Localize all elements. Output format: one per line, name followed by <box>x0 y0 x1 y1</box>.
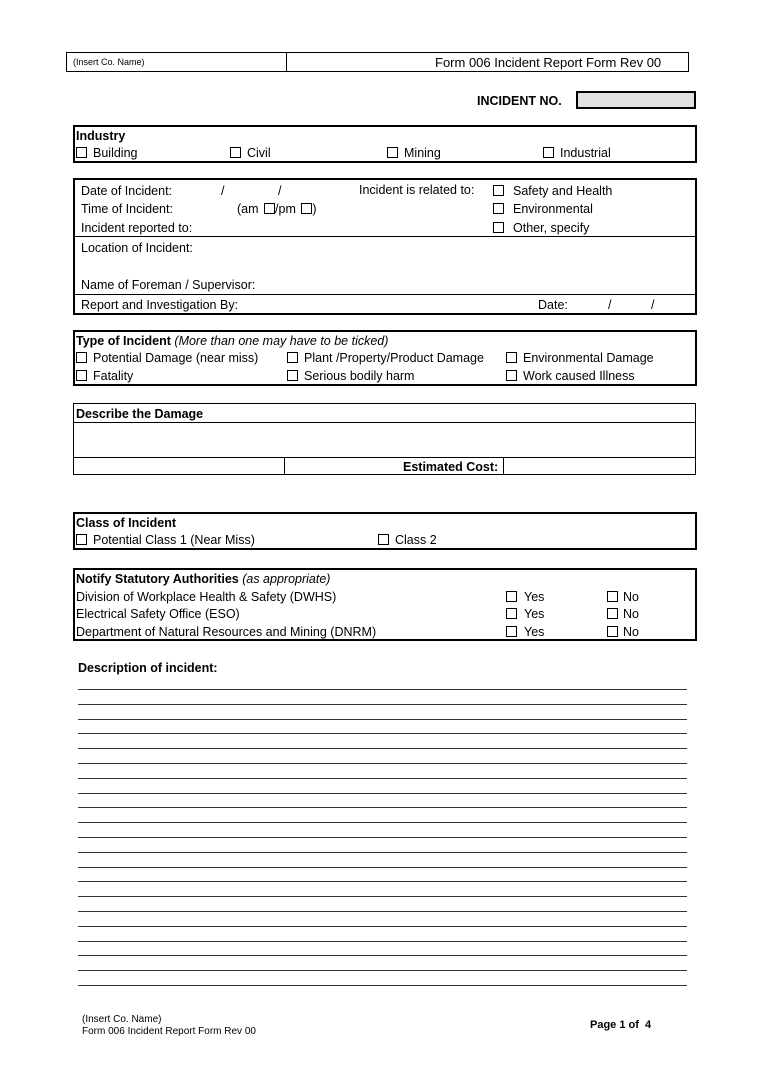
checkbox-icon[interactable] <box>506 370 517 381</box>
incident-no-field[interactable] <box>576 91 696 109</box>
description-line[interactable] <box>78 941 687 942</box>
description-line[interactable] <box>78 911 687 912</box>
notify-dwhs-no[interactable]: No <box>607 590 639 604</box>
industry-option-industrial[interactable]: Industrial <box>543 146 611 160</box>
description-line[interactable] <box>78 985 687 986</box>
type-of-incident-note: (More than one may have to be ticked) <box>174 334 389 348</box>
pm-label: /pm <box>275 202 296 216</box>
date-separator: / <box>278 184 282 198</box>
description-line[interactable] <box>78 926 687 927</box>
related-option-safety-health[interactable]: Safety and Health <box>493 184 612 198</box>
details-divider-1 <box>74 236 696 237</box>
foreman-supervisor-label: Name of Foreman / Supervisor: <box>81 278 256 292</box>
notify-authorities-note: (as appropriate) <box>242 572 331 586</box>
checkbox-icon[interactable] <box>287 370 298 381</box>
type-option-potential-damage[interactable]: Potential Damage (near miss) <box>76 351 258 365</box>
class-option-potential-class-1[interactable]: Potential Class 1 (Near Miss) <box>76 533 255 547</box>
checkbox-icon[interactable] <box>76 534 87 545</box>
estimated-cost-label: Estimated Cost: <box>403 460 499 474</box>
notify-row-dwhs-label: Division of Workplace Health & Safety (DWHS) <box>76 590 337 604</box>
details-divider-2 <box>74 294 696 295</box>
checkbox-icon[interactable] <box>287 352 298 363</box>
header-form-title: Form 006 Incident Report Form Rev 00 <box>435 55 662 70</box>
checkbox-icon[interactable] <box>76 147 87 158</box>
type-option-environmental-damage[interactable]: Environmental Damage <box>506 351 654 365</box>
description-line[interactable] <box>78 955 687 956</box>
date-separator: / <box>221 184 225 198</box>
notify-row-eso-label: Electrical Safety Office (ESO) <box>76 607 240 621</box>
related-option-environmental[interactable]: Environmental <box>493 202 593 216</box>
checkbox-icon[interactable] <box>506 352 517 363</box>
type-option-fatality[interactable]: Fatality <box>76 369 133 383</box>
checkbox-icon[interactable] <box>543 147 554 158</box>
time-of-incident-label: Time of Incident: <box>81 202 173 216</box>
date-separator: / <box>608 298 612 312</box>
report-date-label: Date: <box>538 298 568 312</box>
notify-dnrm-no[interactable]: No <box>607 625 639 639</box>
industry-option-civil[interactable]: Civil <box>230 146 271 160</box>
checkbox-icon[interactable] <box>607 608 618 619</box>
industry-option-mining[interactable]: Mining <box>387 146 441 160</box>
description-line[interactable] <box>78 704 687 705</box>
description-line[interactable] <box>78 763 687 764</box>
am-label: (am <box>237 202 259 216</box>
checkbox-icon[interactable] <box>230 147 241 158</box>
footer-company-placeholder: (Insert Co. Name) <box>82 1014 162 1025</box>
location-of-incident-label: Location of Incident: <box>81 241 193 255</box>
description-line[interactable] <box>78 733 687 734</box>
estimated-cost-field[interactable] <box>504 458 695 474</box>
description-line[interactable] <box>78 822 687 823</box>
class-of-incident-heading: Class of Incident <box>76 516 177 530</box>
checkbox-icon[interactable] <box>607 591 618 602</box>
description-line[interactable] <box>78 837 687 838</box>
notify-eso-yes[interactable]: Yes <box>506 607 544 621</box>
notify-authorities-heading: Notify Statutory Authorities (as appropriate) <box>76 572 331 586</box>
date-separator: / <box>651 298 655 312</box>
damage-heading: Describe the Damage <box>76 407 204 421</box>
description-line[interactable] <box>78 748 687 749</box>
am-checkbox[interactable] <box>264 203 275 214</box>
checkbox-icon[interactable] <box>493 203 504 214</box>
description-line[interactable] <box>78 867 687 868</box>
checkbox-icon[interactable] <box>493 222 504 233</box>
checkbox-icon[interactable] <box>506 608 517 619</box>
checkbox-icon[interactable] <box>76 352 87 363</box>
notify-dnrm-yes[interactable]: Yes <box>506 625 544 639</box>
header-company-placeholder: (Insert Co. Name) <box>73 57 145 67</box>
checkbox-icon[interactable] <box>506 626 517 637</box>
pm-checkbox[interactable] <box>301 203 312 214</box>
incident-no-label: INCIDENT NO. <box>477 94 562 108</box>
incident-related-to-label: Incident is related to: <box>359 183 475 197</box>
industry-heading: Industry <box>76 129 126 143</box>
checkbox-icon[interactable] <box>506 591 517 602</box>
related-option-other[interactable]: Other, specify <box>493 221 589 235</box>
description-line[interactable] <box>78 689 687 690</box>
description-line[interactable] <box>78 896 687 897</box>
header-divider <box>286 52 287 72</box>
type-option-plant-damage[interactable]: Plant /Property/Product Damage <box>287 351 484 365</box>
description-line[interactable] <box>78 807 687 808</box>
type-option-serious-bodily-harm[interactable]: Serious bodily harm <box>287 369 414 383</box>
description-line[interactable] <box>78 778 687 779</box>
am-pm-selector: (am /pm ) <box>237 202 317 216</box>
class-option-class-2[interactable]: Class 2 <box>378 533 437 547</box>
date-of-incident-label: Date of Incident: <box>81 184 173 198</box>
description-heading: Description of incident: <box>78 661 218 675</box>
notify-dwhs-yes[interactable]: Yes <box>506 590 544 604</box>
checkbox-icon[interactable] <box>378 534 389 545</box>
checkbox-icon[interactable] <box>607 626 618 637</box>
page-number: Page 1 of 4 <box>590 1019 652 1031</box>
incident-reported-to-label: Incident reported to: <box>81 221 193 235</box>
damage-description-field[interactable] <box>74 423 695 457</box>
checkbox-icon[interactable] <box>76 370 87 381</box>
description-line[interactable] <box>78 970 687 971</box>
notify-eso-no[interactable]: No <box>607 607 639 621</box>
description-line[interactable] <box>78 852 687 853</box>
description-line[interactable] <box>78 881 687 882</box>
industry-option-building[interactable]: Building <box>76 146 137 160</box>
checkbox-icon[interactable] <box>387 147 398 158</box>
description-line[interactable] <box>78 719 687 720</box>
damage-cost-col-divider <box>284 457 285 475</box>
report-investigation-by-label: Report and Investigation By: <box>81 298 239 312</box>
notify-row-dnrm-label: Department of Natural Resources and Mining (DNRM) <box>76 625 377 639</box>
checkbox-icon[interactable] <box>493 185 504 196</box>
footer-form-title: Form 006 Incident Report Form Rev 00 <box>82 1026 256 1037</box>
type-of-incident-heading: Type of Incident (More than one may have to be ticked) <box>76 334 389 348</box>
type-option-work-caused-illness[interactable]: Work caused Illness <box>506 369 635 383</box>
description-line[interactable] <box>78 793 687 794</box>
